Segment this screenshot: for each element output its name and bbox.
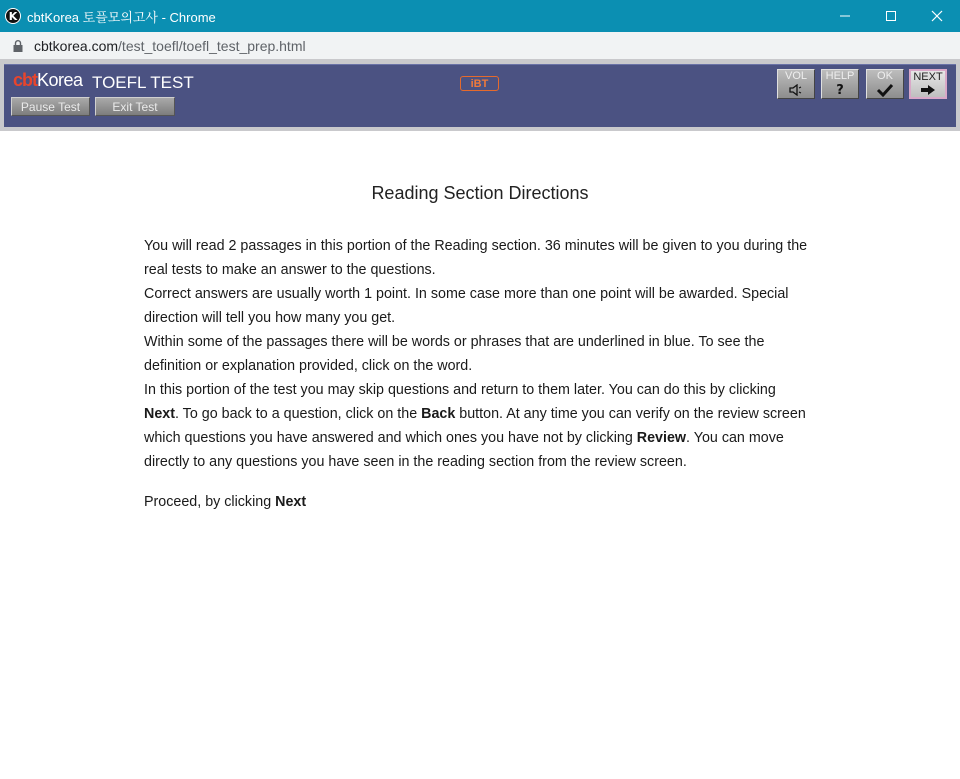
url-host: cbtkorea.com	[34, 37, 119, 54]
pause-test-button[interactable]: Pause Test	[11, 97, 90, 116]
brand-logo	[13, 70, 83, 91]
window-title-bar	[0, 0, 960, 32]
directions-page	[0, 131, 960, 779]
text-span: . To go back to a question, click on the	[175, 406, 422, 422]
text-span: In this portion of the test you may skip questions and return to them later. You can do this by clicking	[144, 382, 776, 398]
window-title: cbtKorea 토플모의고사 - Chrome	[27, 9, 216, 25]
brand-cbt: cbt	[13, 70, 37, 90]
checkmark-icon	[876, 82, 894, 98]
next-keyword: Next	[144, 406, 175, 422]
next-button[interactable]	[909, 69, 947, 99]
app-k-icon: K	[5, 8, 21, 24]
exit-test-button[interactable]: Exit Test	[95, 97, 175, 116]
ok-label: OK	[877, 70, 893, 82]
arrow-right-icon	[920, 83, 936, 97]
back-keyword: Back	[421, 406, 456, 422]
text-span: button. At any time you can verify on the review screen which questions you have answered and which ones you have not by clicking	[144, 406, 806, 446]
help-label: HELP	[825, 70, 855, 82]
url-path: /test_toefl/toefl_test_prep.html	[118, 37, 306, 54]
proceed-instruction	[144, 490, 810, 514]
url-text[interactable]	[34, 38, 306, 54]
question-icon: ?	[836, 82, 844, 98]
review-keyword: Review	[636, 430, 687, 446]
text-span: Proceed, by clicking	[144, 494, 276, 510]
next-keyword: Next	[275, 494, 307, 510]
close-button[interactable]	[914, 0, 960, 32]
directions-body	[144, 234, 810, 514]
close-icon	[931, 10, 943, 22]
test-toolbar	[4, 64, 956, 127]
minimize-button[interactable]	[822, 0, 868, 32]
ok-button[interactable]	[866, 69, 904, 99]
next-label: NEXT	[913, 71, 943, 83]
vol-label: VOL	[784, 70, 807, 82]
paragraph-underlined: Within some of the passages there will be words or phrases that are underlined in blue. To see the definition or explanation provided, click on the word.	[144, 334, 765, 374]
brand-korea: Korea	[37, 70, 83, 90]
window-controls	[822, 0, 960, 32]
lock-icon	[12, 39, 24, 53]
maximize-icon	[885, 10, 897, 22]
paragraph-points: Correct answers are usually worth 1 point. In some case more than one point will be awarded. Special direction will tell you how many you get.	[144, 286, 789, 326]
ibt-badge: iBT	[460, 76, 499, 91]
address-bar[interactable]	[0, 32, 960, 59]
minimize-icon	[839, 10, 851, 22]
maximize-button[interactable]	[868, 0, 914, 32]
paragraph-passages: You will read 2 passages in this portion of the Reading section. 36 minutes will be given to you during the real tests to make an answer to the questions.	[144, 238, 808, 278]
help-button[interactable]	[821, 69, 859, 99]
text-span: . You can move directly to any questions you have seen in the reading section from the review screen.	[144, 430, 784, 470]
app-title: TOEFL TEST	[92, 73, 194, 92]
paragraph-navigation	[144, 378, 810, 474]
speaker-icon	[789, 82, 803, 98]
vol-button[interactable]	[777, 69, 815, 99]
page-title: Reading Section Directions	[371, 183, 589, 203]
